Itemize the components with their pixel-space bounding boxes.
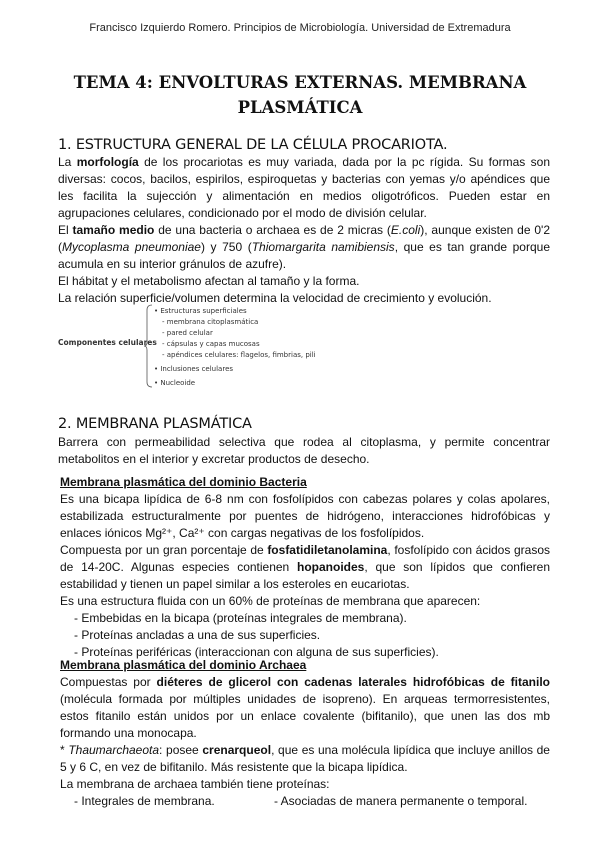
diagram-tree bbox=[154, 306, 316, 389]
bacteria-paragraph-3: Es una estructura fluida con un 60% de proteínas de membrana que aparecen: bbox=[60, 594, 481, 608]
diagram-item: • Inclusiones celulares bbox=[154, 365, 234, 373]
section-1-text bbox=[58, 154, 550, 307]
bacteria-paragraph-1: Es una bicapa lipídica de 6-8 nm con fosfolípidos con cabezas polares y colas apolares, estabilizada estructuralmente por puentes de hidrógeno, interacciones hidrofóbicas y enlaces iónicos Mg²⁺, Ca²⁺ con cargas negativas de los fosfolípidos. bbox=[60, 492, 550, 540]
archaea-paragraph-3: La membrana de archaea también tiene proteínas: bbox=[60, 777, 330, 791]
diagram-item: - apéndices celulares: flagelos, fimbrias, pili bbox=[162, 351, 316, 359]
list-item: - Asociadas de manera permanente o temporal. bbox=[274, 794, 528, 808]
habitat-paragraph: El hábitat y el metabolismo afectan al tamaño y la forma. bbox=[58, 274, 360, 288]
archaea-paragraph-2: * Thaumarchaeota: posee crenarqueol, que es una molécula lipídica que incluye anillos de 5 y 6 C, en vez de bifitanilo. Más resistente que la bicapa lipídica. bbox=[60, 743, 550, 774]
bacteria-block bbox=[60, 474, 550, 661]
section-2-intro: Barrera con permeabilidad selectiva que rodea al citoplasma, y permite concentrar metabolitos en el interior y excretar productos de desecho. bbox=[58, 435, 550, 466]
list-item: - Proteínas ancladas a una de sus superficies. bbox=[74, 628, 321, 642]
list-item: - Embebidas en la bicapa (proteínas integrales de membrana). bbox=[74, 611, 407, 625]
diagram-root-label: Componentes celulares bbox=[58, 338, 157, 347]
archaea-protein-list bbox=[60, 793, 550, 810]
size-paragraph: El tamaño medio de una bacteria o archaea es de 2 micras (E.coli), aunque existen de 0'2 (Mycoplasma pneumoniae) y 750 (Thiomargarita namibiensis, que es tan grande porque acumula en su interior gránulos de azufre). bbox=[58, 223, 550, 271]
cell-components-diagram bbox=[58, 300, 388, 392]
section-1-heading: 1. ESTRUCTURA GENERAL DE LA CÉLULA PROCARIOTA. bbox=[58, 137, 448, 153]
diagram-item: • Nucleoide bbox=[154, 379, 196, 387]
bacteria-title: Membrana plasmática del dominio Bacteria bbox=[60, 475, 307, 489]
section-2-heading: 2. MEMBRANA PLASMÁTICA bbox=[58, 416, 252, 432]
diagram-item: - membrana citoplasmática bbox=[162, 318, 259, 326]
diagram-item: - cápsulas y capas mucosas bbox=[162, 340, 260, 348]
brace-icon bbox=[144, 304, 154, 388]
bacteria-paragraph-2: Compuesta por un gran porcentaje de fosfatidiletanolamina, fosfolípido con ácidos grasos de 14-20C. Algunas especies contienen hopanoides, que son lípidos que confieren estabilidad y tienen un papel similar a los esteroles en eucariotas. bbox=[60, 543, 550, 591]
title-line-1: TEMA 4: ENVOLTURAS EXTERNAS. MEMBRANA bbox=[73, 73, 527, 92]
archaea-title: Membrana plasmática del dominio Archaea bbox=[60, 658, 307, 672]
morphology-paragraph: La morfología de los procariotas es muy variada, dada por la pc rígida. Su formas son diversas: cocos, bacilos, espirilos, espiroquetas y bacterias con yemas y/o apéndices que les facilita la sujección y alimentación en medios oligotróficos. Pueden estar en agrupaciones celulares, condicionado por el modo de división celular. bbox=[58, 155, 550, 220]
protein-list bbox=[60, 610, 550, 661]
archaea-block bbox=[60, 657, 550, 810]
diagram-item: - pared celular bbox=[162, 329, 213, 337]
diagram-item: • Estructuras superficiales bbox=[154, 307, 247, 315]
surface-volume-paragraph: La relación superficie/volumen determina la velocidad de crecimiento y evolución. bbox=[58, 291, 492, 305]
list-item: - Proteínas periféricas (interaccionan con alguna de sus superficies). bbox=[74, 645, 439, 659]
title-line-2: PLASMÁTICA bbox=[237, 98, 363, 117]
page-title bbox=[60, 70, 540, 120]
archaea-paragraph-1: Compuestas por diéteres de glicerol con cadenas laterales hidrofóbicas de fitanilo (molécula formada por múltiples unidades de isopreno). En arqueas termorresistentes, estos fitanilo están unidos por un enlace covalente (bifitanilo), que unen las dos mb formando una monocapa. bbox=[60, 675, 550, 740]
page-header: Francisco Izquierdo Romero. Principios de Microbiología. Universidad de Extremadura bbox=[89, 22, 511, 34]
list-item: - Integrales de membrana. bbox=[74, 794, 215, 808]
